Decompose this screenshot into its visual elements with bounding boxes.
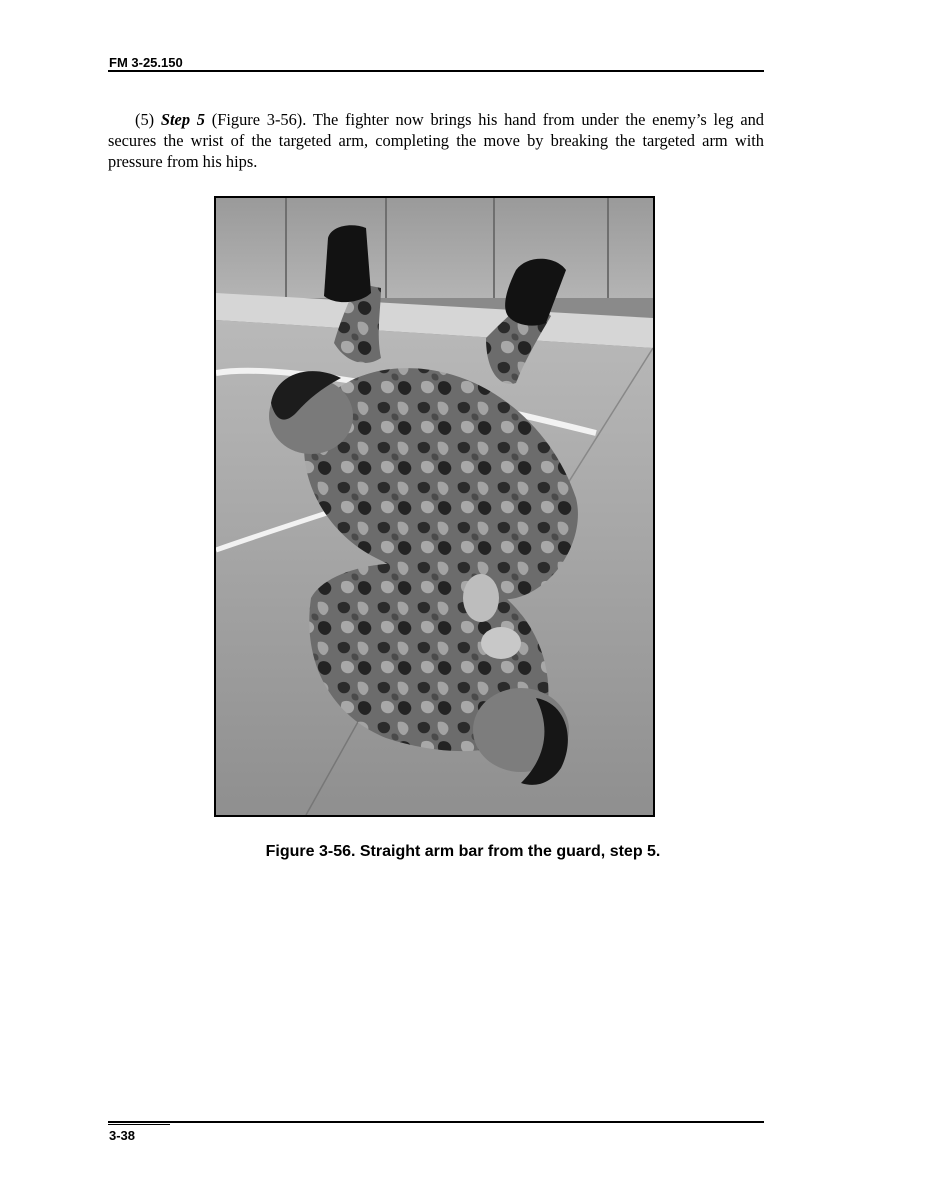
footer-rule <box>108 1121 764 1123</box>
step-label: Step 5 <box>160 110 205 129</box>
header-rule <box>108 70 764 72</box>
figure-caption <box>0 843 926 861</box>
figure-caption-text: Figure 3-56. Straight arm bar from the guard, step 5. <box>265 843 661 860</box>
figure-reference: (Figure 3-56). <box>211 110 307 129</box>
photo-illustration <box>216 198 653 815</box>
footer-rule-accent <box>108 1124 170 1125</box>
figure-photo <box>214 196 655 817</box>
step-paragraph <box>108 109 764 172</box>
running-header: FM 3-25.150 <box>109 55 183 70</box>
step-number: (5) <box>135 110 155 129</box>
page-number: 3-38 <box>109 1128 136 1143</box>
step-text: The fighter now brings his hand from under the enemy’s leg and secures the wrist of the targeted arm, completing the move by breaking the targeted arm with pressure from his hips. <box>108 110 764 171</box>
